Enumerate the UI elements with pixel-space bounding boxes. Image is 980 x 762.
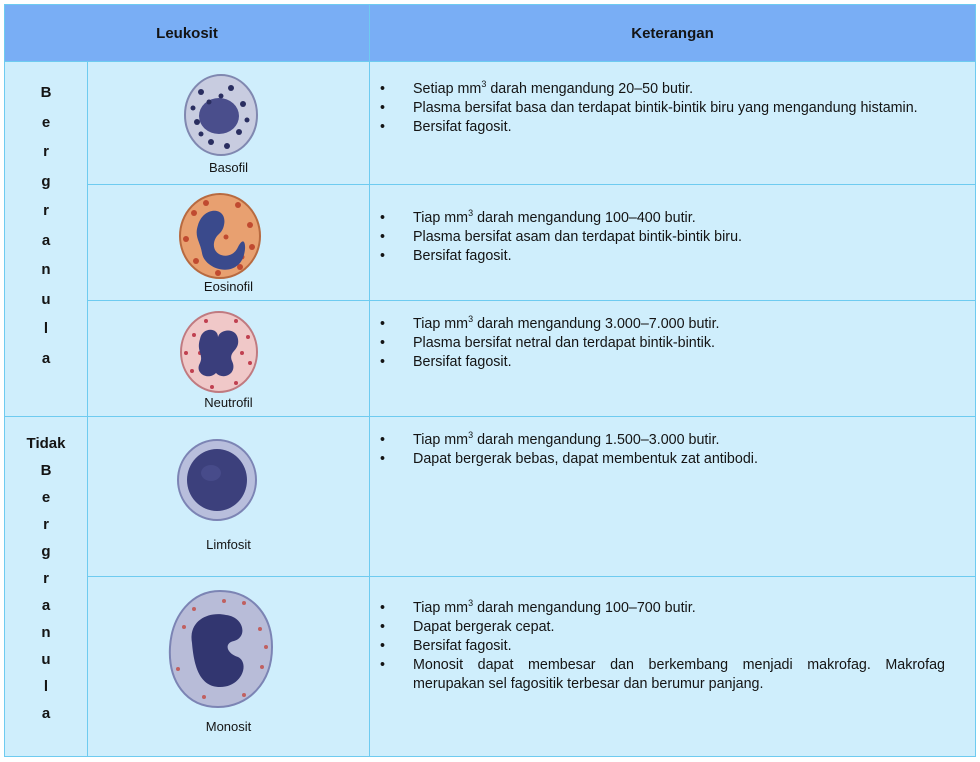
tidak-bergranula-letter: l	[43, 678, 49, 695]
group-tidak-bergranula	[5, 417, 88, 757]
desc-neutrofil	[370, 301, 976, 417]
cell-image-basofil	[88, 62, 370, 185]
eosinofil-image	[176, 191, 264, 281]
bergranula-letter: a	[41, 349, 51, 367]
monosit-image	[164, 587, 276, 711]
tidak-bergranula-letter: a	[41, 597, 51, 614]
desc-bullet-item: • Tiap $mm^3$ darah mengandung 1.500–3.000 butir.	[370, 431, 975, 450]
desc-eosinofil	[370, 185, 976, 301]
cell-image-neutrofil	[88, 301, 370, 417]
desc-bullet-item: • Dapat bergerak bebas, dapat membentuk zat antibodi.	[370, 450, 975, 469]
basofil-image	[181, 72, 261, 158]
group-tidak-bergranula-label	[5, 417, 87, 726]
bergranula-letter: n	[41, 261, 51, 278]
desc-bullet-item: • Bersifat fagosit.	[370, 118, 975, 137]
group-bergranula-label	[5, 62, 87, 373]
leukocyte-table	[4, 4, 976, 757]
neutrofil-image	[178, 309, 260, 395]
row-eosinofil	[5, 185, 976, 301]
bergranula-letter: B	[40, 84, 52, 101]
bergranula-letter: u	[41, 290, 51, 308]
cell-image-monosit	[88, 577, 370, 757]
desc-bullet-item: • Tiap $mm^3$ darah mengandung 100–400 butir.	[370, 209, 975, 228]
desc-bullet-item: • Monosit dapat membesar dan berkembang menjadi makrofag. Makrofag merupakan sel fagositik terbesar dan berumur panjang.	[370, 656, 975, 694]
bergranula-letter: e	[41, 113, 51, 131]
desc-monosit	[370, 577, 976, 757]
desc-bullet-item: • Tiap $mm^3$ darah mengandung 100–700 butir.	[370, 599, 975, 618]
cell-name-basofil: Basofil	[208, 160, 249, 175]
cell-image-limfosit	[88, 417, 370, 577]
desc-bullet-item: • Bersifat fagosit.	[370, 637, 975, 656]
tidak-bergranula-letter: n	[41, 624, 51, 641]
row-basofil	[5, 62, 976, 185]
cell-name-eosinofil: Eosinofil	[203, 279, 254, 294]
header-row	[5, 5, 976, 62]
desc-bullet-item: • Plasma bersifat netral dan terdapat bintik-bintik.	[370, 334, 975, 353]
bergranula-letter: l	[43, 320, 49, 337]
tidak-bergranula-letter: r	[43, 570, 49, 587]
cell-name-monosit: Monosit	[205, 719, 252, 734]
desc-bullet-item: • Dapat bergerak cepat.	[370, 618, 975, 637]
cell-name-neutrofil: Neutrofil	[204, 395, 253, 410]
tidak-bergranula-letter: u	[41, 651, 51, 668]
desc-bullet-item: • Plasma bersifat asam dan terdapat bintik-bintik biru.	[370, 228, 975, 247]
bergranula-letter: r	[43, 143, 49, 160]
desc-basofil	[370, 62, 976, 185]
tidak-bergranula-letter: e	[41, 489, 51, 506]
bergranula-letter: r	[43, 202, 49, 219]
tidak-bergranula-letter: g	[41, 543, 51, 560]
tidak-bergranula-letter: B	[40, 462, 52, 479]
cell-image-eosinofil	[88, 185, 370, 301]
bergranula-letter: g	[41, 172, 51, 190]
row-neutrofil	[5, 301, 976, 417]
limfosit-image	[175, 437, 259, 523]
cell-name-limfosit: Limfosit	[206, 537, 251, 552]
header-leukosit: Leukosit	[5, 5, 370, 62]
desc-bullet-item: • Tiap $mm^3$ darah mengandung 3.000–7.000 butir.	[370, 315, 975, 334]
tidak-bergranula-letter: a	[41, 705, 51, 722]
desc-bullet-item: • Bersifat fagosit.	[370, 353, 975, 372]
row-monosit	[5, 577, 976, 757]
desc-bullet-item: • Plasma bersifat basa dan terdapat bintik-bintik biru yang mengandung histamin.	[370, 99, 975, 118]
group-bergranula	[5, 62, 88, 417]
tidak-bergranula-letter: r	[43, 516, 49, 533]
bergranula-letter: a	[41, 231, 51, 249]
group-tidak-word: Tidak	[26, 435, 66, 452]
desc-bullet-item: • Setiap $mm^3$ darah mengandung 20–50 butir.	[370, 80, 975, 99]
header-keterangan: Keterangan	[370, 5, 976, 62]
desc-limfosit	[370, 417, 976, 577]
desc-bullet-item: • Bersifat fagosit.	[370, 247, 975, 266]
row-limfosit	[5, 417, 976, 577]
